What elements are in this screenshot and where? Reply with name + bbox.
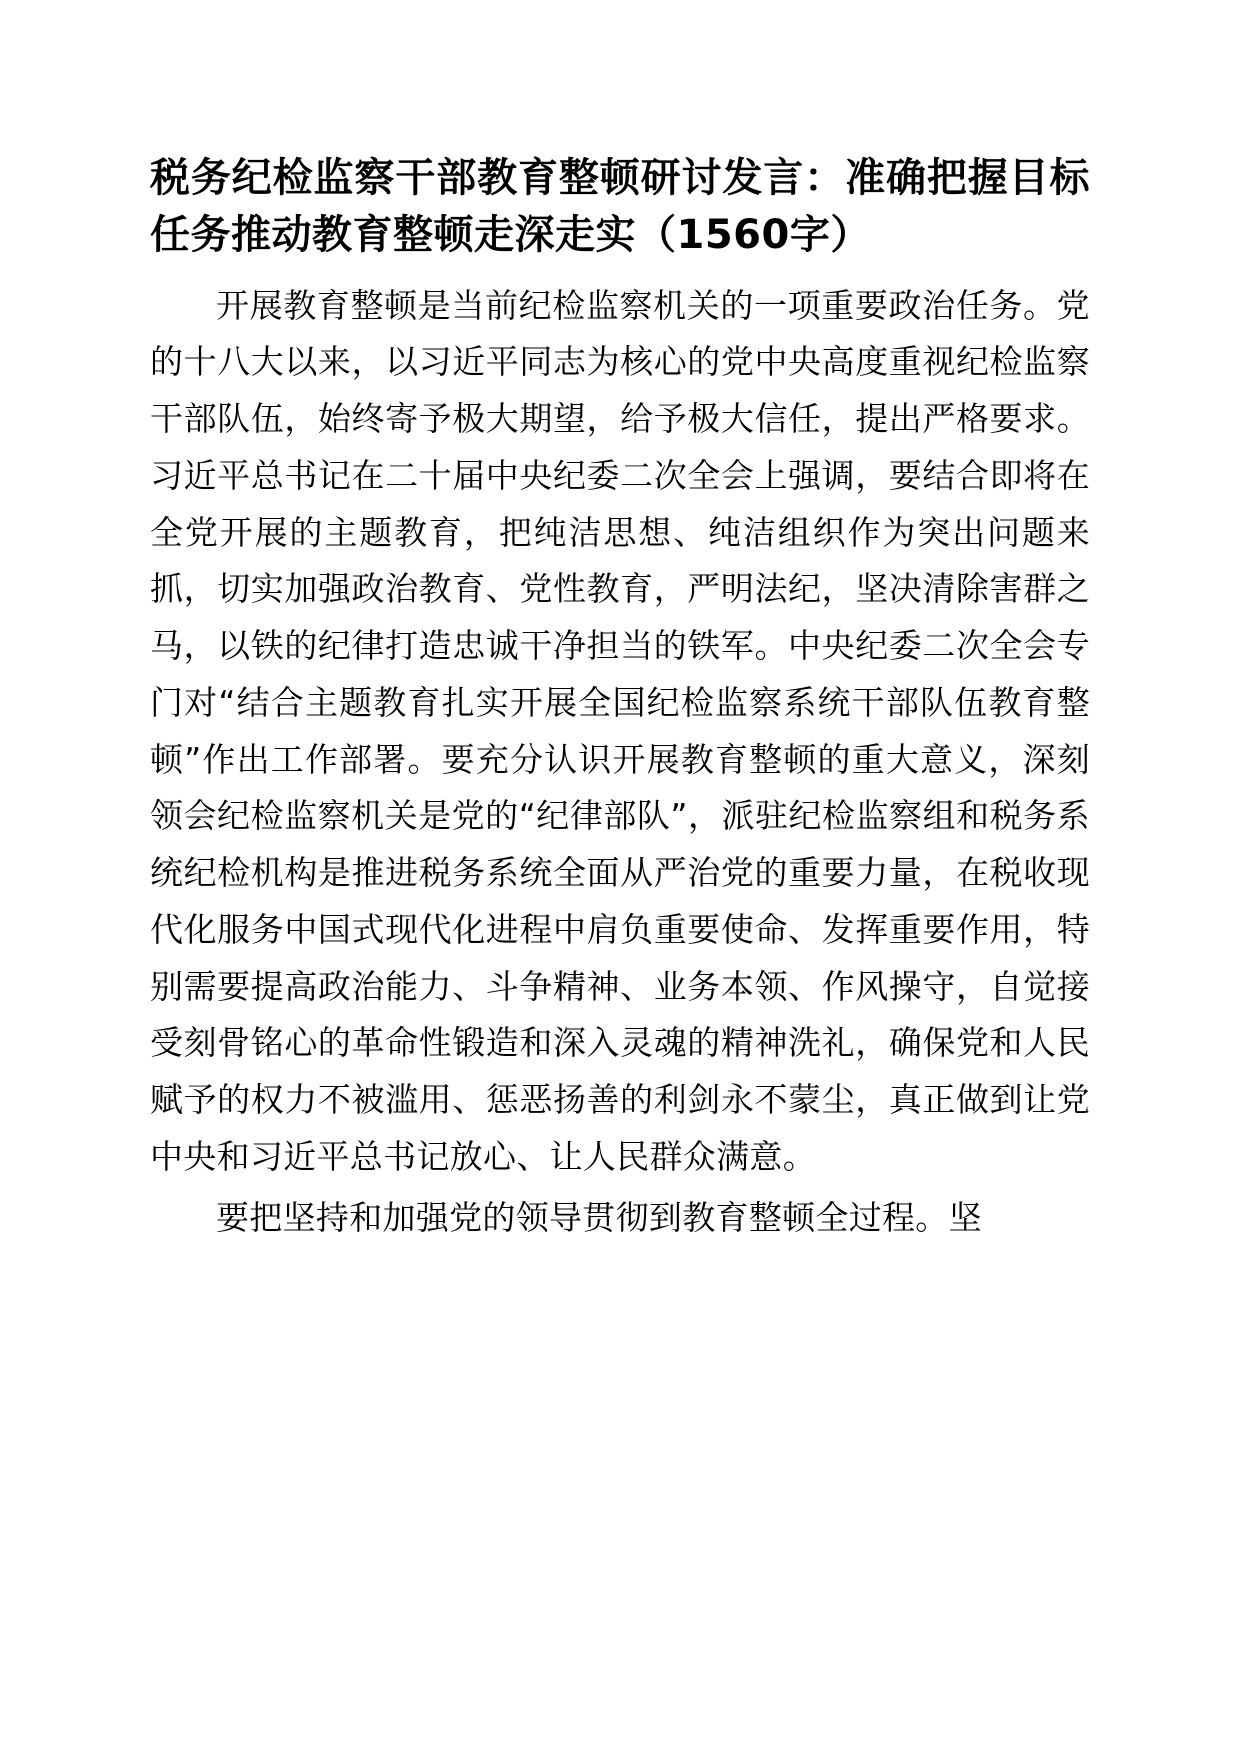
document-paragraph-1: 开展教育整顿是当前纪检监察机关的一项重要政治任务。党的十八大以来，以习近平同志为核心的党中央高度重视纪检监察干部队伍，始终寄予极大期望，给予极大信任，提出严格要求。习近平总书记在二十届中央纪委二次全会上强调，要结合即将在全党开展的主题教育，把纯洁思想、纯洁组织作为突出问题来抓，切实加强政治教育、党性教育，严明法纪，坚决清除害群之马，以铁的纪律打造忠诚干净担当的铁军。中央纪委二次全会专门对“结合主题教育扎实开展全国纪检监察系统干部队伍教育整顿”作出工作部署。要充分认识开展教育整顿的重大意义，深刻领会纪检监察机关是党的“纪律部队”，派驻纪检监察组和税务系统纪检机构是推进税务系统全面从严治党的重要力量，在税收现代化服务中国式现代化进程中肩负重要使命、发挥重要作用，特别需要提高政治能力、斗争精神、业务本领、作风操守，自觉接受刻骨铭心的革命性锻造和深入灵魂的精神洗礼，确保党和人民赋予的权力不被滥用、惩恶扬善的利剑永不蒙尘，真正做到让党中央和习近平总书记放心、让人民群众满意。: [150, 285, 1090, 1176]
document-title: 税务纪检监察干部教育整顿研讨发言：准确把握目标任务推动教育整顿走深走实（1560字）: [150, 155, 1090, 258]
document-paragraph-2: 要把坚持和加强党的领导贯彻到教育整顿全过程。坚: [216, 1197, 982, 1237]
